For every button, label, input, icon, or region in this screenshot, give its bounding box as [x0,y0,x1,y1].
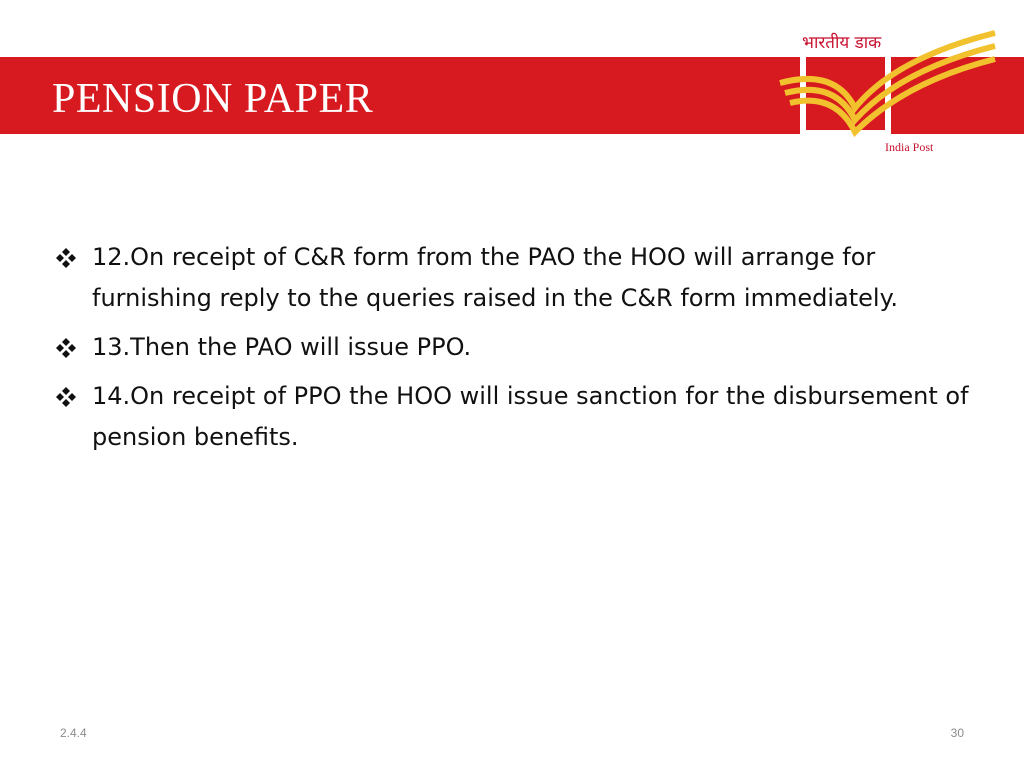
bullet-text-13: 13.Then the PAO will issue PPO. [92,333,472,361]
slide-content [55,237,970,466]
footer-section-number: 2.4.4 [60,726,87,740]
logo-english-text: India Post [885,140,934,154]
slide-page-number: 30 [950,726,964,740]
four-diamond-bullet-icon [55,386,77,408]
logo-hindi-text: भारतीय डाक [802,33,882,53]
four-diamond-bullet-icon [55,337,77,359]
bullet-item-13 [55,327,970,368]
four-diamond-bullet-icon [55,247,77,269]
bullet-item-14 [55,376,970,458]
bullet-item-12 [55,237,970,319]
slide-title: PENSION PAPER [52,76,374,122]
bullet-text-12: 12.On receipt of C&R form from the PAO the HOO will arrange for furnishing reply to the queries raised in the C&R form immediately. [92,243,898,312]
bullet-text-14: 14.On receipt of PPO the HOO will issue sanction for the disbursement of pension benefits. [92,382,969,451]
